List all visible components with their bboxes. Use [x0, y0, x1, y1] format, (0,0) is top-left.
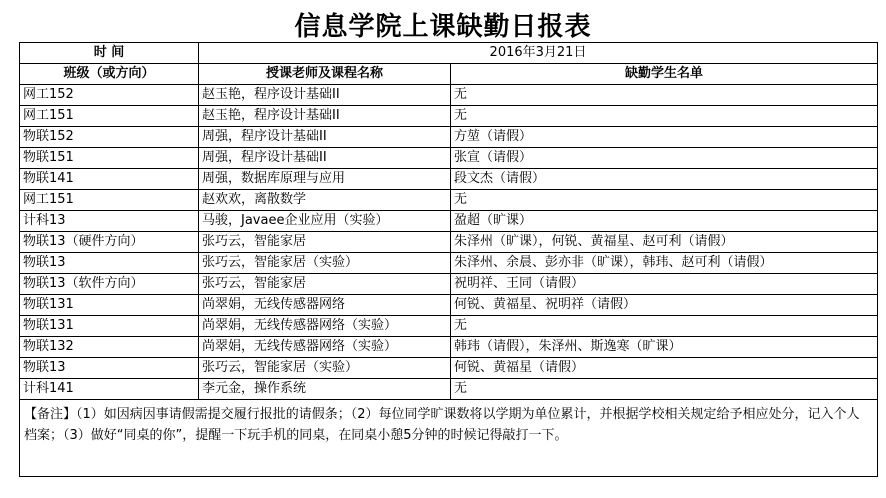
class-cell: 物联13 [20, 358, 199, 379]
class-cell: 物联13（硬件方向） [20, 232, 199, 253]
teacher-course-cell: 张巧云，智能家居 [199, 274, 451, 295]
absent-cell: 何锐、黄福星（请假） [451, 358, 878, 379]
header-absent: 缺勤学生名单 [451, 64, 878, 85]
absent-cell: 盈超（旷课） [451, 211, 878, 232]
table-row [20, 148, 878, 169]
teacher-course-cell: 赵玉艳，程序设计基础II [199, 106, 451, 127]
note-row [20, 400, 878, 477]
class-cell: 计科13 [20, 211, 199, 232]
class-cell: 物联131 [20, 316, 199, 337]
teacher-course-cell: 周强，程序设计基础II [199, 148, 451, 169]
class-cell: 物联13（软件方向） [20, 274, 199, 295]
time-label: 时 间 [20, 43, 199, 64]
class-cell: 网工151 [20, 190, 199, 211]
class-cell: 网工152 [20, 85, 199, 106]
table-row [20, 127, 878, 148]
teacher-course-cell: 张巧云，智能家居（实验） [199, 253, 451, 274]
teacher-course-cell: 尚翠娟，无线传感器网络（实验） [199, 316, 451, 337]
absent-cell: 方堃（请假） [451, 127, 878, 148]
table-row [20, 211, 878, 232]
absent-cell: 无 [451, 106, 878, 127]
header-class: 班级（或方向） [20, 64, 199, 85]
table-row [20, 274, 878, 295]
absent-cell: 祝明祥、王同（请假） [451, 274, 878, 295]
header-teacher-course: 授课老师及课程名称 [199, 64, 451, 85]
absent-cell: 朱泽州（旷课），何锐、黄福星、赵可利（请假） [451, 232, 878, 253]
class-cell: 网工151 [20, 106, 199, 127]
teacher-course-cell: 马骏，Javaee企业应用（实验） [199, 211, 451, 232]
teacher-course-cell: 李元金，操作系统 [199, 379, 451, 400]
absent-cell: 张宣（请假） [451, 148, 878, 169]
teacher-course-cell: 张巧云，智能家居 [199, 232, 451, 253]
teacher-course-cell: 周强，数据库原理与应用 [199, 169, 451, 190]
class-cell: 计科141 [20, 379, 199, 400]
header-row [20, 64, 878, 85]
attendance-table [19, 42, 878, 477]
table-row [20, 358, 878, 379]
class-cell: 物联151 [20, 148, 199, 169]
class-cell: 物联132 [20, 337, 199, 358]
table-row [20, 190, 878, 211]
absent-cell: 朱泽州、余晨、彭亦非（旷课），韩玮、赵可利（请假） [451, 253, 878, 274]
table-row [20, 169, 878, 190]
absent-cell: 无 [451, 190, 878, 211]
remarks: 【备注】（1）如因病因事请假需提交履行报批的请假条；（2）每位同学旷课数将以学期为单位累计，并根据学校相关规定给予相应处分，记入个人档案；（3）做好“同桌的你”，提醒一下玩手机的同桌，在同桌小憩5分钟的时候记得敲打一下。 [20, 400, 878, 477]
class-cell: 物联141 [20, 169, 199, 190]
absent-cell: 无 [451, 316, 878, 337]
table-row [20, 379, 878, 400]
teacher-course-cell: 尚翠娟，无线传感器网络（实验） [199, 337, 451, 358]
class-cell: 物联152 [20, 127, 199, 148]
teacher-course-cell: 赵玉艳，程序设计基础II [199, 85, 451, 106]
table-row [20, 295, 878, 316]
absent-cell: 无 [451, 85, 878, 106]
table-row [20, 337, 878, 358]
teacher-course-cell: 尚翠娟，无线传感器网络 [199, 295, 451, 316]
absent-cell: 何锐、黄福星、祝明祥（请假） [451, 295, 878, 316]
table-row [20, 253, 878, 274]
report-date: 2016年3月21日 [199, 43, 878, 64]
absent-cell: 韩玮（请假），朱泽州、斯逸寒（旷课） [451, 337, 878, 358]
table-row [20, 232, 878, 253]
time-row [20, 43, 878, 64]
absent-cell: 段文杰（请假） [451, 169, 878, 190]
table-row [20, 316, 878, 337]
report-title: 信息学院上课缺勤日报表 [294, 12, 592, 42]
teacher-course-cell: 周强，程序设计基础II [199, 127, 451, 148]
class-cell: 物联13 [20, 253, 199, 274]
teacher-course-cell: 赵欢欢，离散数学 [199, 190, 451, 211]
teacher-course-cell: 张巧云，智能家居（实验） [199, 358, 451, 379]
table-row [20, 106, 878, 127]
class-cell: 物联131 [20, 295, 199, 316]
table-row [20, 85, 878, 106]
absent-cell: 无 [451, 379, 878, 400]
